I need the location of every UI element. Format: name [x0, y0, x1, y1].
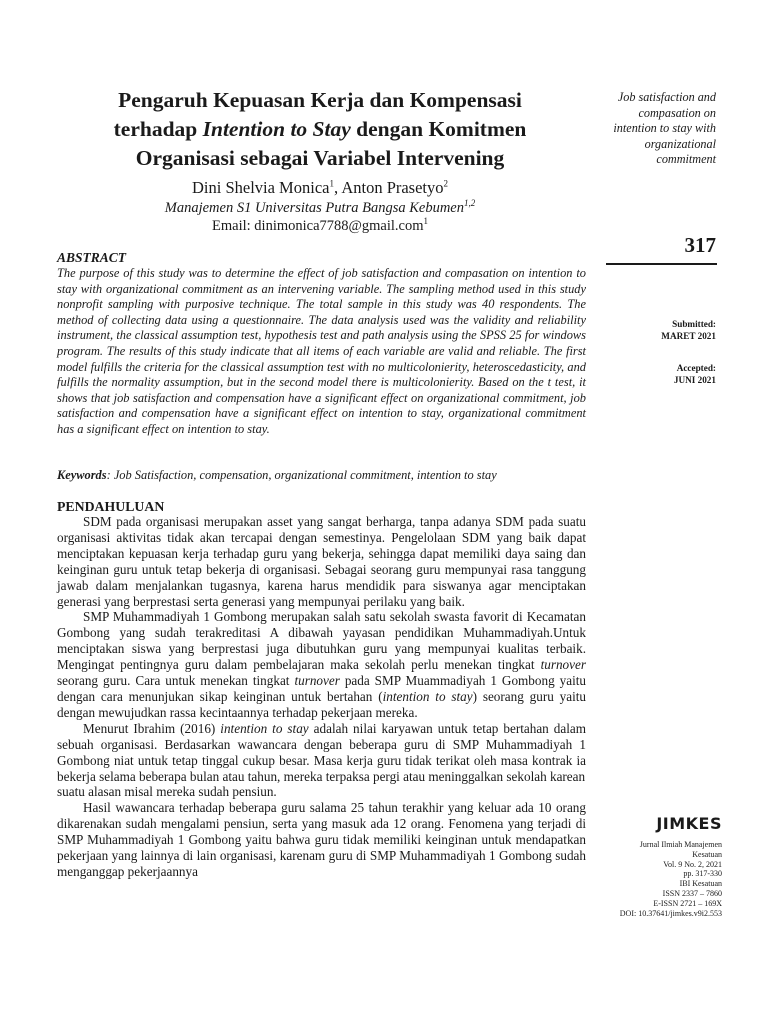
- abstract-text: The purpose of this study was to determine the effect of job satisfaction and compasation on intention to stay with organizational commitment as an intervening variable. The sampling method used in this study nonprofit sampling with purposive technique. The total sample in this study was 40 respondents. The method of collecting data using a questionnaire. The data analysis used was the validity and reliability instrument, the classical assumption test, hypothesis test and path analysis using the SPSS 25 for windows program. The results of this study indicate that all items of each variable are valid and reliable. The first model fulfills the criteria for the classical assumption test with no multicolonierity, heteroscedasticity, and fulfills the normality assumption, but in the second model there is multicolonierity. Based on the t test, it shows that job satisfaction and compensation have a significant effect on organizational commitment, job satisfaction and compensation have a significant effect on intention to stay, organizational commitment has a significant effect on intention to stay.: [57, 266, 586, 436]
- submitted-date: MARET 2021: [661, 331, 716, 341]
- running-title-line-4: organizational: [644, 136, 716, 151]
- paragraph-4: Hasil wawancara terhadap beberapa guru salama 25 tahun terakhir yang keluar ada 10 orang dikarenakan sudah mengalami pensiun, serta yang masuk ada 12 orang. Fenomena yang terjadi di SMP Muhammadiyah 1 Gombong yaitu bahwa guru tidak memiliki keinginan untuk mendapatkan pekerjaan yang lainnya di lain organisasi, karenam guru di SMP Muhammadiyah 1 Gombong sudah menganggap pekerjaannya: [57, 800, 586, 879]
- p3-text-c: adalah nilai karyawan untuk tetap bertahan dalam sebuah organisasi. Berdasarkan wawancara dengan beberapa guru di SMP Muhammadiyah 1 Gombong niat untuk tetap tinggal cukup besar. Masa kerja guru tidak terikat oleh masa kontrak ia bekerja selama beberapa bulan atau tahun, mereka terpaksa pergi atau meninggalkan sekolah karean: [57, 720, 586, 784]
- title-line-1: Pengaruh Kepuasan Kerja dan Kompensasi: [118, 88, 522, 112]
- author-2: Anton Prasetyo: [341, 178, 444, 197]
- submission-dates: [596, 318, 716, 386]
- title-line-3: Organisasi sebagai Variabel Intervening: [135, 146, 505, 170]
- keywords: [57, 467, 586, 483]
- title-line-2-post: dengan Komitmen: [350, 117, 527, 141]
- author-1: Dini Shelvia Monica: [191, 178, 330, 197]
- p3-text-a: Menurut Ibrahim (2016): [83, 720, 221, 736]
- page-number-rule: [606, 263, 717, 265]
- journal-issn: ISSN 2337 – 7860: [662, 888, 722, 898]
- p2-text-a: SMP Muhammadiyah 1 Gombong merupakan salah satu sekolah swasta favorit di Kecamatan Gombong yang sudah terakreditasi A dibawah yayasan pendidikan Muhammadiyah.Untuk menciptakan siswa yang berprestasi juga dibutuhkan guru yang mempunyai kualitas terbaik. Mengingat pentingnya guru dalam pembelajaran maka sekolah perlu menekan tingkat: [57, 609, 586, 673]
- section-heading: PENDAHULUAN: [57, 499, 165, 514]
- dates-gap: [596, 342, 716, 362]
- title-line-2-pre: terhadap: [113, 117, 203, 141]
- email-sup: 1: [423, 216, 428, 227]
- keywords-label: Keywords: [57, 468, 107, 482]
- page-number: 317: [684, 233, 716, 257]
- paragraph-3-continuation: suatu alasan misal mereka sudah pensiun.: [57, 784, 277, 800]
- running-title-line-5: commitment: [656, 152, 716, 167]
- submitted-label: Submitted:: [672, 319, 716, 329]
- journal-logo: JIMKES: [656, 814, 722, 833]
- journal-full-name-2: Kesatuan: [692, 849, 722, 859]
- running-title-line-2: compasation on: [638, 105, 716, 120]
- p3-italic-intention: intention to stay: [220, 720, 309, 736]
- affiliation-sup: 1,2: [463, 198, 476, 209]
- section-body: [57, 514, 586, 880]
- abstract-heading: ABSTRACT: [57, 250, 127, 265]
- paragraph-2: [57, 609, 586, 720]
- running-title: [586, 90, 716, 168]
- p2-italic-intention: intention to stay: [382, 688, 473, 704]
- author-1-sup: 1: [329, 178, 334, 189]
- email-label: Email:: [212, 218, 255, 234]
- journal-volume: Vol. 9 No. 2, 2021: [663, 859, 722, 869]
- journal-publisher: IBI Kesatuan: [679, 879, 722, 889]
- p2-italic-turnover-2: turnover: [294, 673, 340, 689]
- running-title-line-3: intention to stay with: [613, 121, 716, 136]
- p2-text-e: pada SMP Muammadiyah 1 Gombong yaitu dengan cara menunjukan sikap keinginan untuk bertahan (: [57, 673, 586, 704]
- email-address[interactable]: dinimonica7788@gmail.com: [254, 218, 424, 234]
- journal-pages: pp. 317-330: [683, 869, 722, 879]
- journal-doi[interactable]: DOI: 10.37641/jimkes.v9i2.553: [619, 908, 722, 918]
- journal-info: [586, 840, 722, 918]
- journal-full-name-1: Jurnal Ilmiah Manajemen: [639, 840, 722, 849]
- title-line-2: [72, 115, 568, 144]
- running-title-line-1: Job satisfaction and: [617, 90, 716, 104]
- keywords-colon: :: [106, 468, 114, 482]
- author-2-sup: 2: [443, 178, 449, 189]
- affiliation: [72, 199, 568, 217]
- paragraph-3: [57, 721, 586, 785]
- p2-text-g: ) seorang guru yaitu dengan mewujudkan rassa kecintaannya terhadap pekerjaan mereka.: [57, 688, 586, 720]
- accepted-date: JUNI 2021: [673, 375, 716, 385]
- email-line: [72, 217, 568, 235]
- accepted-label: Accepted:: [676, 363, 716, 373]
- title-line-2-italic: Intention to Stay: [202, 117, 351, 141]
- journal-eissn: E-ISSN 2721 – 169X: [653, 898, 722, 908]
- article-title: [72, 86, 568, 173]
- author-line: [72, 178, 568, 198]
- p2-italic-turnover-1: turnover: [540, 657, 586, 673]
- paragraph-1: SDM pada organisasi merupakan asset yang sangat berharga, tanpa adanya SDM pada suatu organisasi aktivitas tidak akan tercapai dengan semestinya. Pengelolaan SDM yang baik dapat menciptakan kepuasan kerja terhadap guru yang bekerja, sehingga dapat memiliki daya saing dan keinginan guru untuk tetap bekerja di organisasi. Sebagai seorang guru mempunyai rasa tanggung jawab dalam menjalankan tugasnya, karena harus mendidik para siswanya agar menciptakan generasi yang berprestasi serta generasi yang mempunyai perilaku yang baik.: [57, 514, 586, 609]
- p2-text-c: seorang guru. Cara untuk menekan tingkat: [57, 673, 295, 689]
- affiliation-text: Manajemen S1 Universitas Putra Bangsa Kebumen: [164, 200, 464, 216]
- keywords-text: Job Satisfaction, compensation, organizational commitment, intention to stay: [113, 468, 497, 482]
- author-separator: ,: [333, 178, 342, 197]
